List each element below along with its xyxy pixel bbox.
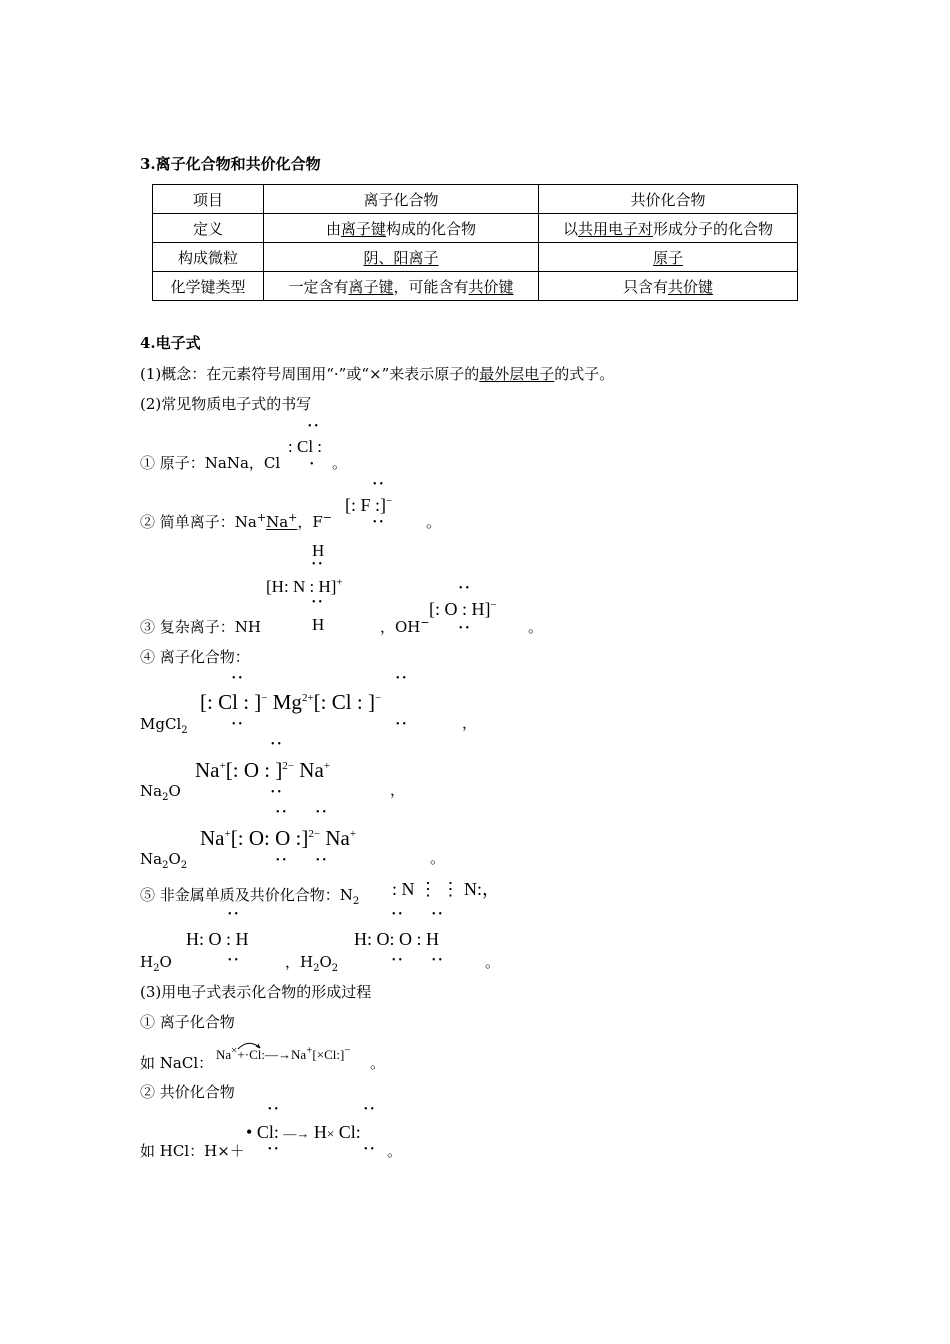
na2o2-label: $Na_2O_2$ [140,850,188,871]
row-label: 构成微粒 [153,243,264,272]
ionic-definition: 由离子键构成的化合物 [264,214,539,243]
table-header-cell: 离子化合物 [264,185,539,214]
covalent-definition: 以共用电子对形成分子的化合物 [539,214,798,243]
nacl-label: 如 NaCl： [140,1054,214,1072]
ionic-particles: 阴、阳离子 [264,243,539,272]
nh4-ion-formula: H •• [H: N : H]+ •• H [266,541,343,634]
ionic-bond-type: 一定含有离子键，可能含有共价键 [264,272,539,301]
section3-title: 3.离子化合物和共价化合物 [140,155,321,173]
h2o2-label: ，$H_2O_2$ [285,953,339,974]
section4-title: 4.电子式 [140,334,201,352]
covalent-particles: 原子 [539,243,798,272]
table-header-row [153,185,798,214]
covalent-bond-type: 只含有共价键 [539,272,798,301]
covalent-process-title: ② 共价化合物 [140,1083,235,1101]
mgcl2-label: MgCl$_2$ [140,715,188,736]
oh-ion-formula: •• [: O : H]− •• [429,583,497,634]
h2o2-formula: •• •• H: O: O : H •• •• [354,909,446,966]
f-ion-formula: •• [: F :]− •• [345,479,393,528]
na2o2-formula: •• •• Na+[: O: O :]$^{2-}$ Na+ •• •• [200,807,357,866]
n2-formula: : N ⋮ ⋮ N:， [392,879,501,899]
table-row [153,272,798,301]
cl-atom-formula: •• : Cl : • [288,421,323,470]
table-header-cell: 项目 [153,185,264,214]
subheading-3: (3)用电子式表示化合物的形成过程 [140,983,372,1001]
na2o-formula: •• Na+[: O : ]$^{2-}$ Na+ •• [195,739,331,798]
hcl-formation-formula: •• •• • Cl: —→ H× Cl: •• •• [246,1104,378,1155]
item1-atoms: ① 原子：NaNa，Cl [140,454,281,472]
nacl-formation-formula: Na×+·Cl:—→Na+[×Cl:]− [216,1042,376,1068]
table-header-cell: 共价化合物 [539,185,798,214]
concept-line: (1)概念：在元素符号周围用“·”或“×”来表示原子的最外层电子的式子。 [140,365,615,383]
row-label: 化学键类型 [153,272,264,301]
subheading-2: (2)常见物质电子式的书写 [140,395,312,413]
row-label: 定义 [153,214,264,243]
item4-ionic-compounds: ④ 离子化合物： [140,648,250,666]
mgcl2-formula: •• •• [: Cl : ]− $Mg^{2+}$[: Cl : ]− •• •• [200,673,410,730]
comparison-table [152,184,798,301]
ionic-process-title: ① 离子化合物 [140,1013,235,1031]
h2o-formula: •• H: O : H •• [186,909,249,966]
table-row [153,214,798,243]
na2o-label: $Na_2O$ [140,782,181,803]
item2-simple-ions: ② 简单离子：Na+Na+，F− [140,511,332,531]
item3-complex-ions: ③ 复杂离子：NH [140,618,261,636]
item5-covalent: ⑤ 非金属单质及共价化合物：$N_2$ [140,886,360,907]
h2o-label: $H_2O$ [140,953,172,974]
table-row [153,243,798,272]
cl-symbol: : Cl : [288,437,323,456]
document-page: 3.离子化合物和共价化合物 项目 离子化合物 共价化合物 定义 由离子键构成的化合物 以共用电子对形成分子的化合物 构成微粒 阴、阳离子 原子 化学键类型 一定含有离子键，可能含有共价键 只含有共价键 4.电子式 (1)概念：在元素符号周围用“·”或“×”来表示原子的最外层电子的式子。 (2)常见物质电子式的书写 ① 原子：NaNa，Cl •• : Cl : • 。 ② 简单离子：Na+Na+，F− •• [: F :]− •• 。 H •• [H: N : H]+ •• H ③ 复杂离子：NH ，OH− •• [: O : H]− •• 。 ④ 离子化合物： MgCl$_2$ •• •• [: Cl : ]− $Mg^{2+}$[: Cl : ]− •• •• ， $Na_2O$ •• Na+[: O : ]$^{2-}$ Na+ •• ， $Na_2O_2$ •• •• Na+[: O: O :]$^{2-}$ Na+ •• •• 。 ⑤ 非金属单质及共价化合物：$N_2$ : N ⋮ ⋮ N:， $H_2O$ •• H: O : H •• ，$H_2O_2$ •• •• H: O: O : H •• •• 。 (3)用电子式表示化合物的形成过程 ① 离子化合物 如 NaCl： Na×+·Cl:—→Na+[×Cl:]− 。 ② 共价化合物 如 HCl：H×＋ •• •• • Cl: —→ H× Cl: •• •• 。 [140,0,820,1344]
hcl-label: 如 HCl：H×＋ [140,1142,245,1160]
